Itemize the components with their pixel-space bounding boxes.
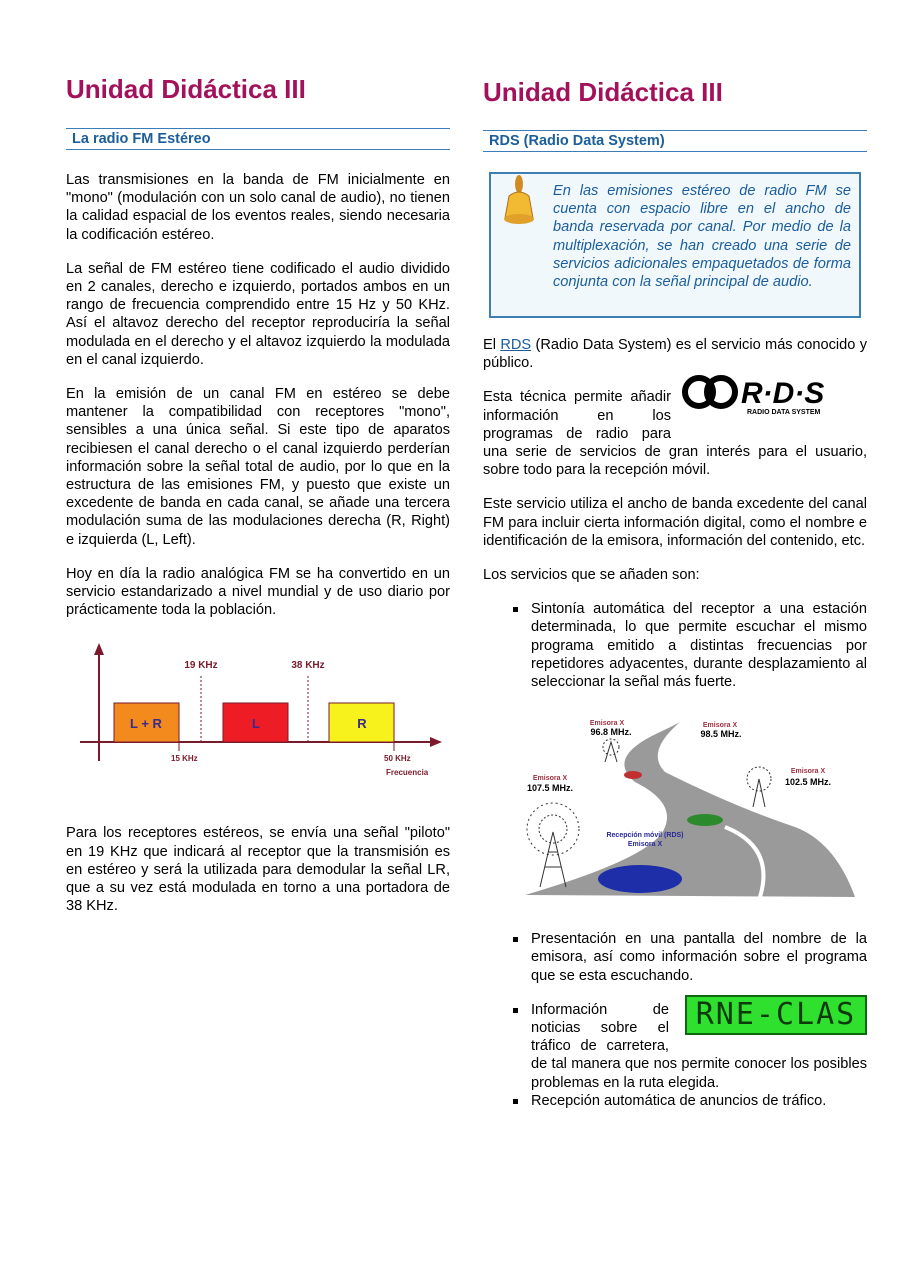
bullet-item: Recepción automática de anuncios de tráfico. bbox=[531, 1092, 867, 1110]
svg-text:RADIO DATA SYSTEM: RADIO DATA SYSTEM bbox=[747, 409, 821, 417]
svg-text:Recepción móvil (RDS): Recepción móvil (RDS) bbox=[606, 832, 684, 840]
paragraph: Los servicios que se añaden son: bbox=[483, 567, 700, 584]
f15-label: 15 KHz bbox=[171, 754, 198, 764]
paragraph: El RDS (Radio Data System) es el servicio más conocido y público. bbox=[483, 337, 867, 372]
y-axis-arrow-icon bbox=[94, 643, 104, 655]
lcd-display: RNE-CLAS bbox=[685, 995, 867, 1035]
rds-road-illustration bbox=[495, 707, 860, 902]
paragraph: En la emisión de un canal FM en estéreo se debe mantener la compatibilidad con receptores "mono", sensibles a una única señal. Si este tipo de aparatos recibiesen el canal derecho o el canal izquierdo perderían información sobre la señal total de audio, por lo que en la estructura de las emisiones FM, y puesto que existe un excedente de banda en cada canal, se añade una tercera modulación suma de las modulaciones derecha (R, Right) e izquierda (L, Left). bbox=[66, 386, 450, 548]
paragraph: La señal de FM estéreo tiene codificado el audio dividido en 2 canales, derecho e izquierdo, portados ambos en un rango de frecuencia comprendido entre 15 Hz y 50 KHz. Así el altavoz derecho del receptor reproduciría la señal modulada en el derecho y el altavoz izquierdo la modulada en el canal izquierdo. bbox=[66, 260, 450, 368]
paragraph: Para los receptores estéreos, se envía una señal "piloto" en 19 KHz que indicará al receptor que la transmisión es en estéreo y será la utilizada para demodular la señal LR, que a su vez está modulada en torno a una portadora de 38 KHz. bbox=[66, 825, 450, 915]
paragraph: Las transmisiones en la banda de FM inicialmente en "mono" (modulación con un solo canal de audio), no tienen la calidad espacial de los eventos reales, siendo necesaria la codificación estéreo. bbox=[66, 172, 450, 243]
left-title: Unidad Didáctica III bbox=[66, 74, 306, 104]
fm-spectrum-diagram bbox=[66, 641, 450, 786]
svg-text:96.8 MHz.: 96.8 MHz. bbox=[590, 727, 632, 738]
svg-text:98.5 MHz.: 98.5 MHz. bbox=[700, 729, 742, 740]
right-column bbox=[483, 172, 867, 1126]
band-lr-label: L + R bbox=[130, 716, 162, 732]
paragraph: Esta técnica permite añadir información en los programas de radio para una serie de servicios de gran interés para el usuario, sobre todo para la recepción móvil. bbox=[483, 389, 867, 479]
bullet-item: Presentación en una pantalla del nombre de la emisora, así como información sobre el programa que se esta escuchando. bbox=[531, 930, 867, 985]
info-text: En las emisiones estéreo de radio FM se cuenta con espacio libre en el ancho de banda reservada por canal. Por medio de la multiplexación, se han creado una serie de servicios adicionales empaquetados de forma conjunta con la señal principal de audio. bbox=[553, 183, 851, 291]
bullet-item: Sintonía automática del receptor a una estación determinada, lo que permite escuchar el mismo programa emitido a distintas frecuencias por repetidores adyacentes, durante desplazamiento al seleccionar la señal más fuerte. bbox=[531, 600, 867, 691]
carrier-label: 38 KHz bbox=[291, 660, 325, 672]
paragraph: Hoy en día la radio analógica FM se ha convertido en un servicio estandarizado a nivel mundial y de uso diario por prácticamente toda la población. bbox=[66, 565, 450, 619]
svg-text:R·D·S: R·D·S bbox=[741, 377, 825, 411]
rds-link[interactable]: RDS bbox=[500, 337, 532, 353]
band-r-label: R bbox=[357, 716, 367, 732]
left-column bbox=[66, 171, 450, 931]
f50-label: 50 KHz bbox=[384, 754, 411, 764]
svg-text:102.5 MHz.: 102.5 MHz. bbox=[784, 777, 832, 788]
bullet-item: RNE-CLAS Información de noticias sobre el tráfico de carretera, de tal manera que nos permite conocer los posibles problemas en la ruta elegida. bbox=[531, 1001, 867, 1092]
svg-text:107.5 MHz.: 107.5 MHz. bbox=[526, 783, 574, 794]
section-header-fm: La radio FM Estéreo bbox=[66, 128, 450, 150]
band-l-label: L bbox=[252, 716, 260, 732]
section-header-rds: RDS (Radio Data System) bbox=[483, 130, 867, 152]
info-callout bbox=[489, 172, 861, 318]
right-title: Unidad Didáctica III bbox=[483, 77, 723, 107]
svg-text:Emisora X: Emisora X bbox=[790, 768, 826, 776]
svg-text:Emisora X: Emisora X bbox=[532, 775, 568, 783]
svg-text:Emisora X: Emisora X bbox=[589, 720, 625, 728]
paragraph: Este servicio utiliza el ancho de banda excedente del canal FM para incluir cierta información digital, como el nombre e identificación de la emisora, información del contenido, etc. bbox=[483, 496, 867, 549]
bell-icon bbox=[497, 174, 541, 230]
x-axis-arrow-icon bbox=[430, 737, 442, 747]
axis-label: Frecuencia bbox=[386, 768, 429, 778]
rds-logo bbox=[677, 370, 867, 426]
pilot-label: 19 KHz bbox=[184, 660, 218, 672]
svg-text:Emisora X: Emisora X bbox=[627, 841, 663, 849]
svg-text:Emisora X: Emisora X bbox=[702, 722, 738, 730]
